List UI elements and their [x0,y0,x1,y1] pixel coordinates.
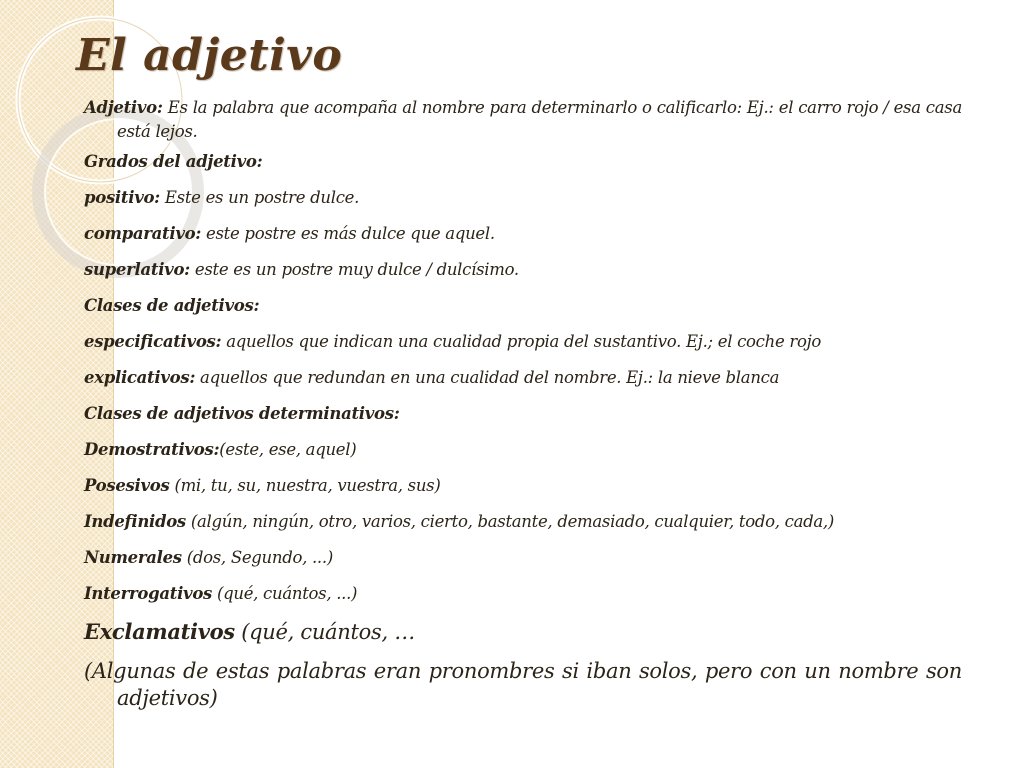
determinativo-demostrativos [84,438,962,462]
clase-text: aquellos que indican una cualidad propia del sustantivo. Ej.; el coche rojo [221,332,822,351]
determinativo-text: (mi, tu, su, nuestra, vuestra, sus) [169,476,441,495]
slide-title: El adjetivo [76,30,343,81]
determinativo-interrogativos [84,582,962,606]
grado-label: comparativo: [84,224,202,243]
grado-text: este es un postre muy dulce / dulcísimo. [189,260,519,279]
determinativo-indefinidos [84,510,962,534]
grado-text: Este es un postre dulce. [159,188,360,207]
grado-comparativo [84,222,962,246]
grado-label: positivo: [84,188,160,207]
slide-content [84,96,962,712]
exclamativos-text: (qué, cuántos, … [234,620,415,644]
intro-label: Adjetivo: [84,98,163,117]
determinativo-label: Interrogativos [84,584,213,603]
clase-explicativos [84,366,962,390]
exclamativos-label: Exclamativos [84,619,235,644]
determinativo-exclamativos [84,618,962,646]
closing-note [84,658,962,712]
grado-superlativo [84,258,962,282]
closing-note-text: (Algunas de estas palabras eran pronombres si iban solos, pero con un nombre son adjetivos) [84,659,962,710]
clases-heading [84,294,962,318]
grado-text: este postre es más dulce que aquel. [201,224,495,243]
determinativo-posesivos [84,474,962,498]
grados-heading-text: Grados del adjetivo: [84,152,263,171]
intro-text: Es la palabra que acompaña al nombre para determinarlo o calificarlo: Ej.: el carro rojo / esa casa está lejos. [117,98,962,141]
determinativo-numerales [84,546,962,570]
determinativo-label: Indefinidos [84,512,186,531]
grado-positivo [84,186,962,210]
grado-label: superlativo: [84,260,190,279]
determinativo-text: (qué, cuántos, ...) [212,584,358,603]
intro-line [84,96,962,144]
determinativos-heading [84,402,962,426]
determinativo-label: Demostrativos: [84,440,220,459]
determinativo-text: (este, ese, aquel) [219,440,357,459]
clases-heading-text: Clases de adjetivos: [84,296,260,315]
clase-label: explicativos: [84,368,196,387]
clase-text: aquellos que redundan en una cualidad del nombre. Ej.: la nieve blanca [195,368,780,387]
grados-heading [84,150,962,174]
determinativo-text: (dos, Segundo, ...) [181,548,333,567]
clase-especificativos [84,330,962,354]
determinativo-label: Posesivos [84,476,170,495]
clase-label: especificativos: [84,332,222,351]
determinativo-label: Numerales [84,548,182,567]
determinativos-heading-text: Clases de adjetivos determinativos: [84,404,400,423]
determinativo-text: (algún, ningún, otro, varios, cierto, bastante, demasiado, cualquier, todo, cada,) [185,512,834,531]
